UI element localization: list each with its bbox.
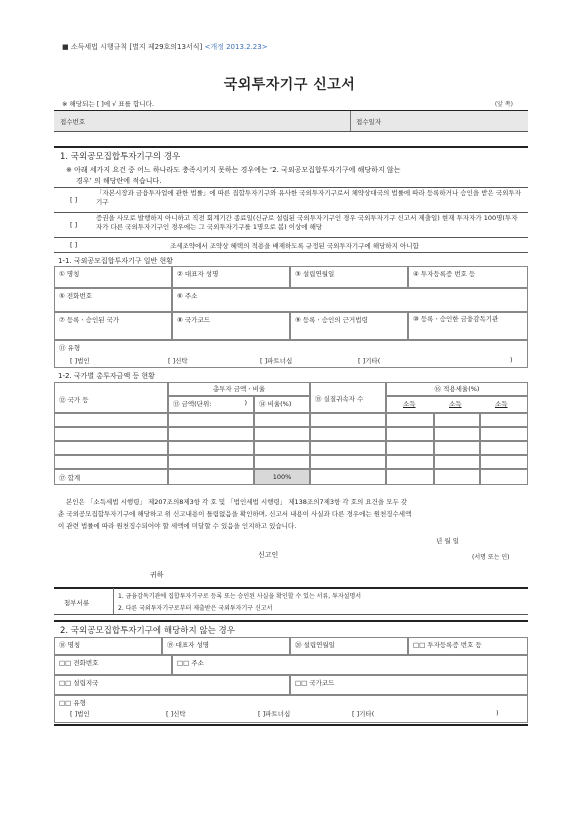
- type-partnership-checkbox[interactable]: [ ]파트너십: [260, 357, 293, 365]
- s2-field-name[interactable]: ⑱ 명칭: [54, 637, 162, 655]
- s2-field-registration-number[interactable]: □□ 투자등록증 번호 등: [408, 637, 528, 655]
- s2-field-representative[interactable]: ⑲ 대표자 성명: [162, 637, 290, 655]
- col-amount: ⑬ 금액(단위: ): [168, 396, 254, 413]
- type-other-checkbox[interactable]: [ ]기타(: [358, 357, 381, 365]
- receipt-bar: [54, 111, 528, 131]
- receipt-number-label: 접수번호: [60, 118, 86, 126]
- requirement-text-1: 「자본시장과 금융투자업에 관한 법률」에 따른 집합투자기구와 유사한 국외투자기구로서 체약상대국의 법률에 따라 등록하거나 승인을 받은 국외투자기구: [96, 189, 521, 206]
- section1-title: 1. 국외공모집합투자기구의 경우: [60, 152, 181, 162]
- declaration-line2: 춘 국외공모집합투자기구에 해당하고 위 신고내용이 틀림없음을 확인하며, 신고서 내용이 사실과 다른 경우에는 원천징수세액: [58, 510, 412, 518]
- attachment-item-2: 2. 다른 국외투자기구로부터 제출받은 국외투자기구 신고서: [118, 605, 273, 612]
- requirement-checkbox-3[interactable]: [ ]: [70, 241, 78, 249]
- field-country-code[interactable]: ⑧ 국가코드: [172, 312, 290, 340]
- field-representative[interactable]: ② 대표자 성명: [172, 266, 290, 288]
- type-other-close: ): [510, 356, 513, 364]
- field-phone[interactable]: ⑤ 전화번호: [54, 288, 172, 312]
- s2-field-established-date[interactable]: ⑳ 설립연월일: [290, 637, 408, 655]
- s2-field-address[interactable]: □□ 주소: [172, 655, 528, 675]
- requirement-text-2: 증권을 사모로 발행하지 아니하고 직전 회계기간 종료일(신규로 설립된 국외투자기구인 경우 국외투자기구 신고서 제출일) 현재 투자자가 100명(투자자가 다른 국외투자기구인 경우에는 그 국외투자기구를 1명으로 봄) 이상에 해당: [96, 214, 518, 231]
- requirement-checkbox-2[interactable]: [ ]: [70, 221, 78, 229]
- col-total-investment: 총투자 금액ㆍ비율: [168, 382, 310, 396]
- income-type-3[interactable]: 소득: [495, 400, 508, 408]
- field-address[interactable]: ⑥ 주소: [172, 288, 528, 312]
- field-registration-number[interactable]: ④ 투자등록증 번호 등: [408, 266, 528, 288]
- section12-title: 1-2. 국가별 총투자금액 등 현황: [58, 372, 155, 380]
- signature-field[interactable]: (서명 또는 인): [472, 554, 510, 561]
- type-corporation-checkbox[interactable]: [ ]법인: [70, 357, 90, 365]
- section1-desc-line2: 경우’ 의 해당란에 적습니다.: [76, 177, 162, 185]
- s2-field-phone[interactable]: □□ 전화번호: [54, 655, 172, 675]
- s2-type-other-checkbox[interactable]: [ ]기타(: [352, 710, 375, 718]
- attachments-label: 첨부서류: [64, 599, 90, 607]
- declaration-line1: 본인은 「소득세법 시행령」 제207조의8제3항 각 호 및 「법인세법 시행령」 제138조의7제3항 각 호의 요건을 모두 갖: [66, 498, 408, 506]
- field-name[interactable]: ① 명칭: [54, 266, 172, 288]
- section1-desc-line1: ※ 아래 세가지 요건 중 어느 하나라도 충족시키지 못하는 경우에는 ‘2. 국외공모집합투자기구에 해당하지 않는: [66, 166, 401, 174]
- requirement-text-3: 조세조약에서 조약상 혜택의 적용을 배제하도록 규정된 국외투자기구에 해당하지 아니함: [170, 242, 419, 250]
- s2-field-country-code[interactable]: □□ 국가코드: [290, 675, 528, 695]
- s2-type-other-close: ): [496, 709, 499, 717]
- s2-field-entity-type: [54, 695, 528, 723]
- col-owner-count: ⑮ 실질귀속자 수: [310, 382, 386, 413]
- col-income-types: [386, 396, 528, 413]
- check-note: ※ 해당되는 [ ]에 √ 표를 합니다.: [62, 100, 154, 108]
- requirement-checkbox-1[interactable]: [ ]: [70, 196, 78, 204]
- reporter-label: 신고인: [258, 551, 279, 559]
- s2-type-trust-checkbox[interactable]: [ ]신탁: [166, 710, 186, 718]
- attachment-item-1: 1. 금융감독기관에 집합투자기구로 등록 또는 승인된 사실을 확인할 수 있는 서류, 투자설명서: [118, 593, 362, 600]
- total-label: ⑰ 합계: [54, 469, 168, 485]
- s2-entity-type-label: □□ 유형: [59, 699, 86, 707]
- revision-text: <개정 2013.2.23>: [204, 43, 268, 51]
- col-ratio: ⑭ 비율(%): [254, 396, 310, 413]
- total-ratio: 100%: [254, 469, 310, 485]
- addressee: 귀하: [150, 571, 164, 579]
- page-side: (앞 쪽): [494, 101, 513, 108]
- entity-type-label: ⑪ 유형: [59, 344, 81, 352]
- s2-type-partnership-checkbox[interactable]: [ ]파트너십: [258, 710, 291, 718]
- field-supervisory-authority[interactable]: ⑩ 등록ㆍ승인한 금융감독기관: [408, 312, 528, 340]
- income-type-1[interactable]: 소득: [403, 400, 416, 408]
- col-country: ⑫ 국가 등: [54, 382, 168, 413]
- field-established-date[interactable]: ③ 설립연월일: [290, 266, 408, 288]
- header-text: ■ 소득세법 시행규칙 [별지 제29호의13서식]: [62, 43, 203, 51]
- type-trust-checkbox[interactable]: [ ]신탁: [168, 357, 188, 365]
- receipt-date-label: 접수일자: [356, 118, 382, 126]
- field-legal-basis[interactable]: ⑨ 등록ㆍ승인의 근거법령: [290, 312, 408, 340]
- declaration-line3: 이 관련 법률에 따라 원천징수되어야 할 세액에 미달할 수 있음을 인지하고 있습니다.: [58, 522, 297, 530]
- section2-title: 2. 국외공모집합투자기구에 해당하지 않는 경우: [60, 626, 235, 636]
- field-registered-country[interactable]: ⑦ 등록ㆍ승인된 국가: [54, 312, 172, 340]
- col-tax-rate: ⑯ 적용세율(%): [386, 382, 528, 396]
- income-type-2[interactable]: 소득: [449, 400, 462, 408]
- form-header: [62, 42, 268, 52]
- section11-title: 1-1. 국외공모집합투자기구 일반 현황: [58, 257, 174, 265]
- declaration-date[interactable]: 년 월 일: [436, 537, 459, 545]
- s2-field-country[interactable]: □□ 설립지국: [54, 675, 290, 695]
- s2-type-corporation-checkbox[interactable]: [ ]법인: [70, 710, 90, 718]
- page-title: 국외투자기구 신고서: [223, 77, 356, 93]
